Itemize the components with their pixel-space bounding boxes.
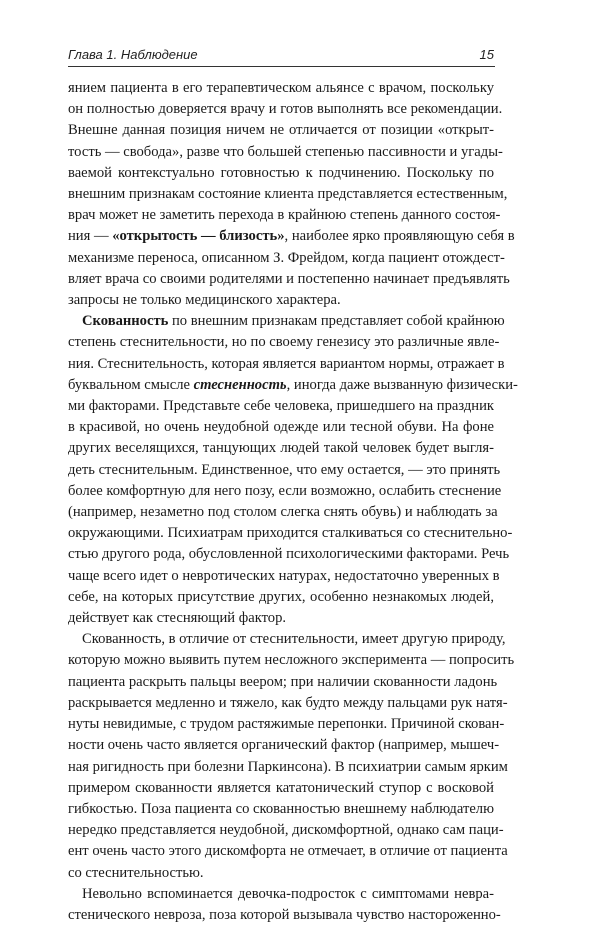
text-line xyxy=(68,735,500,756)
text-run: нередко представляется неудобной, дискомфортной, однако сам паци- xyxy=(68,822,504,839)
text-run: стенического невроза, поза которой вызывала чувство настороженно- xyxy=(68,906,501,923)
text-line xyxy=(68,905,501,926)
text-line xyxy=(68,438,494,459)
text-line xyxy=(68,205,501,226)
text-line xyxy=(68,460,501,481)
text-line xyxy=(68,481,502,502)
text-run: в красивой, но очень неудобной одежде или тесной обуви. На фоне xyxy=(68,419,494,436)
text-line xyxy=(68,269,510,290)
header-rule xyxy=(68,66,495,67)
text-run: внешним признакам состояние клиента представляется естественным, xyxy=(68,186,508,203)
text-run: ния — xyxy=(68,228,113,245)
text-run: гибкостью. Поза пациента со скованностью внешнему наблюдателю xyxy=(68,800,494,817)
text-line xyxy=(68,778,494,799)
text-line xyxy=(68,608,494,629)
text-run: по внешним признакам представляет собой крайнюю xyxy=(168,313,505,330)
text-line xyxy=(68,78,494,99)
text-run: степень стеснительности, но по своему генезису это различные явле- xyxy=(68,334,500,351)
text-run: Невольно вспоминается девочка-подросток с симптомами невра- xyxy=(82,885,494,902)
text-line xyxy=(68,757,508,778)
text-line xyxy=(68,396,494,417)
text-line xyxy=(68,714,505,735)
text-run: ности очень часто является органический фактор (например, мышеч- xyxy=(68,737,500,754)
text-line xyxy=(68,650,515,671)
text-line xyxy=(68,502,498,523)
text-line xyxy=(68,290,494,311)
text-run: себе, на которых присутствие других, особенно незнакомых людей, xyxy=(68,588,494,605)
text-run: , иногда даже вызванную физически- xyxy=(286,376,518,393)
chapter-title: Глава 1. Наблюдение xyxy=(68,47,198,62)
text-run: вляет врача со своими родителями и постепенно начинает предъявлять xyxy=(68,270,510,287)
text-line xyxy=(68,841,508,862)
text-run: ния. Стеснительность, которая является вариантом нормы, отражает в xyxy=(68,355,505,372)
text-run: ми факторами. Представьте себе человека, пришедшего на праздник xyxy=(68,398,494,415)
text-line xyxy=(68,332,500,353)
text-run: запросы не только медицинского характера. xyxy=(68,292,341,309)
paragraph xyxy=(68,884,501,926)
text-run: стью другого рода, обусловленной психологическими факторами. Речь xyxy=(68,546,510,563)
text-line xyxy=(68,884,494,905)
text-line xyxy=(68,523,513,544)
text-run: , наиболее ярко проявляющую себя в xyxy=(284,228,515,245)
text-line xyxy=(68,417,494,438)
text-run: ваемой контекстуально готовностью к подчинению. Поскольку по xyxy=(68,164,494,181)
text-line xyxy=(68,375,518,396)
text-run: которую можно выявить путем несложного эксперимента — попросить xyxy=(68,652,515,669)
text-run: врач может не заметить перехода в крайнюю степень данного состоя- xyxy=(68,207,501,224)
running-head xyxy=(68,47,494,62)
text-run: деть стеснительным. Единственное, что ему остается, — это принять xyxy=(68,461,501,478)
emphasis-text: Скованность xyxy=(82,313,169,330)
paragraph xyxy=(68,311,518,629)
text-line xyxy=(68,142,503,163)
text-run: ент очень часто этого дискомфорта не отмечает, в отличие от пациента xyxy=(68,843,508,860)
text-run: со стеснительностью. xyxy=(68,864,204,881)
text-run: ная ригидность при болезни Паркинсона). В психиатрии самым ярким xyxy=(68,758,508,775)
text-run: Внешне данная позиция ничем не отличается от позиции «открыт- xyxy=(68,122,494,139)
text-line xyxy=(68,799,494,820)
text-line xyxy=(68,587,494,608)
text-line xyxy=(68,226,515,247)
emphasis-text: «открытость — близость» xyxy=(112,228,285,245)
text-run: окружающими. Психиатрам приходится сталкиваться со стеснительно- xyxy=(68,525,513,542)
text-line xyxy=(68,863,494,884)
page-number: 15 xyxy=(479,47,494,62)
text-run: механизме переноса, описанном З. Фрейдом, когда пациент отождест- xyxy=(68,249,505,266)
text-run: более комфортную для него позу, если возможно, ослабить стеснение xyxy=(68,482,502,499)
body-text xyxy=(68,78,518,926)
text-line xyxy=(68,248,505,269)
text-run: Скованность, в отличие от стеснительности, имеет другую природу, xyxy=(82,631,506,648)
text-run: он полностью доверяется врачу и готов выполнять все рекомендации. xyxy=(68,101,503,118)
text-line xyxy=(68,163,494,184)
text-line xyxy=(68,99,503,120)
text-line xyxy=(68,672,498,693)
text-line xyxy=(68,544,510,565)
paragraph xyxy=(68,78,515,311)
text-line xyxy=(68,184,508,205)
text-line xyxy=(68,120,494,141)
text-run: других веселящихся, танцующих людей такой человек будет выгля- xyxy=(68,440,494,457)
text-run: чаще всего идет о невротических натурах, недостаточно уверенных в xyxy=(68,567,500,584)
paragraph xyxy=(68,629,515,883)
text-line xyxy=(68,311,505,332)
text-line xyxy=(68,566,500,587)
text-line xyxy=(68,354,505,375)
emphasis-text: стесненность xyxy=(193,376,287,393)
text-run: примером скованности является кататонический ступор с восковой xyxy=(68,779,494,796)
text-run: (например, незаметно под столом слегка снять обувь) и наблюдать за xyxy=(68,504,498,521)
text-run: действует как стесняющий фактор. xyxy=(68,610,287,627)
text-run: пациента раскрыть пальцы веером; при наличии скованности ладонь xyxy=(68,673,498,690)
text-run: буквальном смысле xyxy=(68,376,194,393)
text-run: тость — свобода», разве что большей степенью пассивности и угады- xyxy=(68,143,503,160)
text-line xyxy=(68,693,508,714)
text-run: нуты невидимые, с трудом растяжимые перепонки. Причиной скован- xyxy=(68,716,505,733)
text-run: янием пациента в его терапевтическом альянсе с врачом, поскольку xyxy=(68,80,494,96)
text-line xyxy=(68,820,504,841)
text-line xyxy=(68,629,506,650)
text-run: раскрывается медленно и тяжело, как будто между пальцами рук натя- xyxy=(68,694,508,711)
